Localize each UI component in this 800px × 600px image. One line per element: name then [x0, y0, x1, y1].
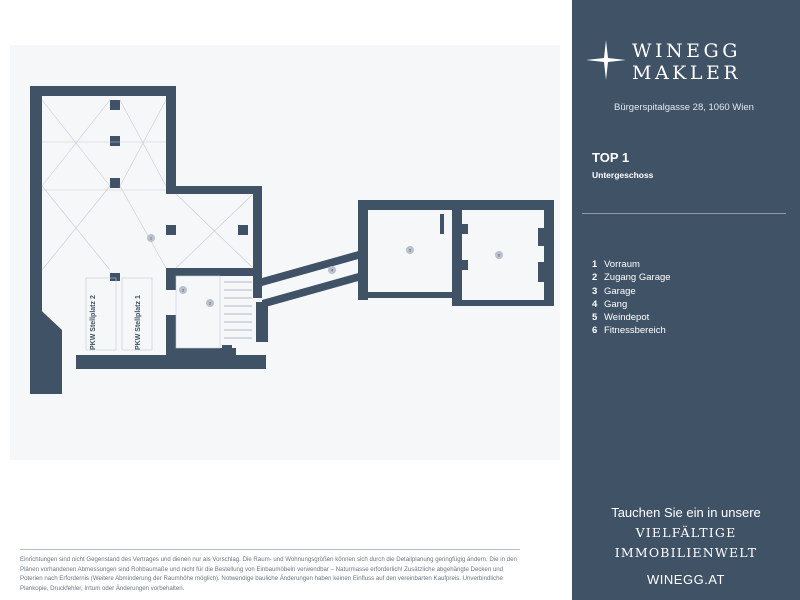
- room-item: [592, 285, 671, 298]
- room-item: [592, 258, 671, 271]
- website-link[interactable]: WINEGG.AT: [647, 572, 725, 587]
- tagline: [572, 505, 800, 560]
- room-marker-6-label: 6: [497, 252, 501, 258]
- room-marker-3-label: 3: [181, 287, 185, 293]
- logo-line-1: WINEGG: [632, 40, 741, 62]
- room-number: 3: [592, 285, 598, 297]
- room-number: 5: [592, 312, 598, 324]
- divider: [582, 213, 786, 214]
- star-logo-icon: [586, 40, 626, 80]
- room-item: [592, 298, 671, 311]
- room-list: [592, 258, 671, 338]
- tagline-line-1: Tauchen Sie ein in unsere: [611, 505, 761, 520]
- room-number: 4: [592, 298, 598, 310]
- room-number: 2: [592, 272, 598, 284]
- room-marker-2-label: 2: [208, 300, 212, 306]
- room-name: Zugang Garage: [604, 272, 671, 284]
- disclaimer-text: Einrichtungen sind nicht Gegenstand des Vertrages und dienen nur als Vorschlag. Die Raum- und Wohnungsgrößen können sich durch die Detailplanung geringfügig ändern. Die in den Plänen vorhandenen Abmessungen sind Rohbaumaße und nicht für die Bestellung von Einbaumöbeln verwendbar – Naturmasse erforderlich! Zusätzliche abgehängte Decken und Poterien nach Erfordernis (Weitere Abminderung der Raumhöhe möglich). Notwendige bauliche Änderungen haben keinen Einfluss auf den vereinbarten Kaufpreis. Unverbindliche Plankopie, Druckfehler, Irrtum oder Änderungen vorbehalten.: [20, 549, 520, 593]
- room-name: Vorraum: [604, 259, 640, 270]
- tagline-line-2: VIELFÄLTIGE: [635, 525, 737, 540]
- room-name: Fitnessbereich: [604, 325, 666, 337]
- unit-title: TOP 1: [592, 150, 630, 165]
- address: Bürgerspitalgasse 28, 1060 Wien: [614, 102, 754, 113]
- room-marker-1-label: 1: [149, 235, 153, 241]
- logo-line-2: MAKLER: [632, 62, 742, 84]
- room-marker-4-label: 4: [330, 267, 334, 273]
- room-item: [592, 311, 671, 324]
- room-name: Gang: [604, 298, 628, 310]
- room-number: 6: [592, 325, 598, 337]
- room-marker-5-label: 5: [408, 247, 412, 253]
- parking-label-1: PKW Stellplatz 1: [135, 295, 142, 350]
- room-item: [592, 324, 671, 337]
- room-item: [592, 271, 671, 284]
- unit-floor: Untergeschoss: [592, 170, 654, 180]
- tagline-line-3: IMMOBILIENWELT: [614, 545, 758, 560]
- room-name: Weindepot: [604, 312, 650, 324]
- parking-label-2: PKW Stellplatz 2: [90, 295, 97, 350]
- walls: [30, 86, 554, 394]
- sidebar: [572, 0, 800, 600]
- room-number: 1: [592, 259, 598, 270]
- room-name: Garage: [604, 285, 636, 297]
